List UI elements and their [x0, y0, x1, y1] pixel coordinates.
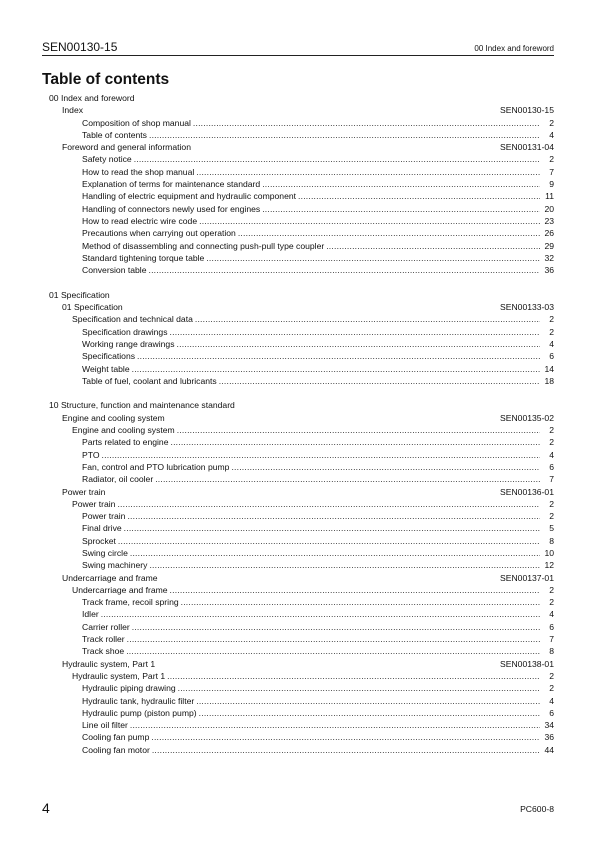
- dot-leader: [199, 707, 540, 719]
- toc-entry-title: Table of contents: [82, 129, 147, 140]
- toc-entry-title: Track shoe: [82, 646, 125, 657]
- toc-entry: [42, 166, 554, 178]
- toc-page-number: 36: [544, 732, 554, 743]
- page-footer: [42, 800, 554, 816]
- dot-leader: [177, 424, 540, 436]
- toc-entry-title: How to read the shop manual: [82, 166, 195, 177]
- dot-leader: [195, 313, 540, 325]
- toc-entry: [42, 633, 554, 645]
- toc-page-number: 2: [549, 117, 554, 128]
- dot-leader: [155, 473, 540, 485]
- toc-entry-title: Parts related to engine: [82, 437, 169, 448]
- dot-leader: [199, 215, 540, 227]
- dot-leader: [231, 461, 540, 473]
- toc-entry: [42, 510, 554, 522]
- toc-entry: [42, 117, 554, 129]
- toc-page-number: 2: [549, 314, 554, 325]
- toc-entry-title: Hydraulic piping drawing: [82, 683, 176, 694]
- toc-entry-title: Explanation of terms for maintenance standard: [82, 179, 261, 190]
- toc-entry: [42, 461, 554, 473]
- dot-leader: [102, 449, 540, 461]
- toc-entry: [42, 363, 554, 375]
- dot-leader: [130, 547, 540, 559]
- toc-document-code: SEN00138-01: [500, 658, 554, 669]
- dot-leader: [124, 522, 540, 534]
- toc-entry: [42, 129, 554, 141]
- toc-entry-title: Hydraulic tank, hydraulic filter: [82, 695, 195, 706]
- toc-page-number: 7: [549, 634, 554, 645]
- toc-entry: [42, 190, 554, 202]
- toc-chapter-entry: [42, 412, 554, 424]
- toc-page-number: 2: [549, 511, 554, 522]
- toc-page-number: 2: [549, 597, 554, 608]
- toc-entry-title: Safety notice: [82, 154, 132, 165]
- page-number: 4: [42, 800, 50, 816]
- dot-leader: [167, 670, 540, 682]
- toc-entry-title: Precautions when carrying out operation: [82, 228, 236, 239]
- toc-entry-title: Method of disassembling and connecting push-pull type coupler: [82, 240, 325, 251]
- toc-entry: [42, 695, 554, 707]
- toc-page-number: 34: [544, 720, 554, 731]
- toc-page-number: 7: [549, 474, 554, 485]
- toc-entry-title: Undercarriage and frame: [72, 584, 168, 595]
- toc-entry: [42, 584, 554, 596]
- toc-entry-title: Specifications: [82, 351, 136, 362]
- toc-entry: [42, 338, 554, 350]
- dot-leader: [130, 719, 540, 731]
- toc-entry-title: Track roller: [82, 634, 125, 645]
- toc-entry-title: Conversion table: [82, 265, 147, 276]
- toc-entry: [42, 178, 554, 190]
- toc-page-number: 4: [549, 695, 554, 706]
- toc-entry-title: Carrier roller: [82, 621, 130, 632]
- toc-page-number: 6: [549, 707, 554, 718]
- toc-document-code: SEN00131-04: [500, 142, 554, 153]
- dot-leader: [132, 363, 540, 375]
- dot-leader: [170, 584, 540, 596]
- toc-entry-title: Cooling fan pump: [82, 732, 150, 743]
- toc-chapter-entry: [42, 572, 554, 584]
- toc-entry-title: 01 Specification: [49, 289, 110, 300]
- toc-entry-title: Working range drawings: [82, 338, 175, 349]
- toc-page-number: 6: [549, 461, 554, 472]
- toc-entry-title: Swing circle: [82, 547, 128, 558]
- toc-page-number: 36: [544, 265, 554, 276]
- toc-entry: [42, 731, 554, 743]
- toc-entry-title: 00 Index and foreword: [49, 93, 135, 103]
- toc-entry-title: Specification drawings: [82, 326, 168, 337]
- toc-entry: [42, 535, 554, 547]
- toc-entry: [42, 375, 554, 387]
- toc-chapter-entry: [42, 658, 554, 670]
- toc-entry: [42, 645, 554, 657]
- dot-leader: [152, 744, 540, 756]
- dot-leader: [206, 252, 540, 264]
- toc-page-number: 2: [549, 670, 554, 681]
- toc-entry: [42, 596, 554, 608]
- toc-entry-title: Hydraulic system, Part 1: [72, 670, 166, 681]
- toc-entry-title: Line oil filter: [82, 720, 128, 731]
- toc-chapter-entry: [42, 141, 554, 153]
- toc-page-number: 2: [549, 154, 554, 165]
- toc-entry: [42, 707, 554, 719]
- toc-entry: [42, 682, 554, 694]
- toc-page-number: 4: [549, 609, 554, 620]
- toc-entry-title: Sprocket: [82, 535, 116, 546]
- toc-entry-title: Foreword and general information: [62, 142, 191, 153]
- toc-page-number: 4: [549, 449, 554, 460]
- dot-leader: [151, 731, 540, 743]
- dot-leader: [149, 264, 541, 276]
- toc-entry-title: 01 Specification: [62, 302, 123, 313]
- toc-entry-title: Idler: [82, 609, 99, 620]
- toc-entry: [42, 473, 554, 485]
- toc-entry-title: Index: [62, 105, 84, 116]
- toc-entry-title: How to read electric wire code: [82, 215, 198, 226]
- toc-page-number: 6: [549, 351, 554, 362]
- toc-entry: [42, 326, 554, 338]
- toc-document-code: SEN00135-02: [500, 412, 554, 423]
- toc-page-number: 2: [549, 326, 554, 337]
- toc-page-number: 9: [549, 179, 554, 190]
- toc-entry: [42, 719, 554, 731]
- dot-leader: [178, 682, 540, 694]
- table-of-contents: [42, 92, 554, 756]
- toc-document-code: SEN00133-03: [500, 302, 554, 313]
- toc-entry-title: Weight table: [82, 363, 130, 374]
- header-divider: [42, 55, 554, 56]
- toc-entry-title: Power train: [62, 486, 106, 497]
- toc-entry: [42, 153, 554, 165]
- toc-entry-title: Handling of electric equipment and hydraulic component: [82, 191, 297, 202]
- toc-entry-title: Composition of shop manual: [82, 117, 191, 128]
- toc-entry-title: Final drive: [82, 523, 122, 534]
- toc-page-number: 29: [544, 240, 554, 251]
- toc-entry: [42, 547, 554, 559]
- dot-leader: [127, 510, 540, 522]
- dot-leader: [118, 535, 540, 547]
- dot-leader: [193, 117, 540, 129]
- toc-entry: [42, 670, 554, 682]
- toc-entry-title: Specification and technical data: [72, 314, 193, 325]
- toc-page-number: 8: [549, 535, 554, 546]
- toc-page-number: 4: [549, 338, 554, 349]
- toc-entry: [42, 252, 554, 264]
- document-code: SEN00130-15: [42, 40, 118, 54]
- dot-leader: [132, 621, 540, 633]
- toc-page-number: 20: [544, 203, 554, 214]
- toc-entry: [42, 215, 554, 227]
- toc-chapter-entry: [42, 486, 554, 498]
- toc-entry: [42, 744, 554, 756]
- toc-entry: [42, 264, 554, 276]
- toc-entry-title: Engine and cooling system: [72, 425, 175, 436]
- toc-page-number: 4: [549, 129, 554, 140]
- toc-page-number: 11: [545, 191, 554, 202]
- dot-leader: [196, 695, 540, 707]
- toc-entry-title: Track frame, recoil spring: [82, 597, 179, 608]
- toc-entry-title: Hydraulic system, Part 1: [62, 658, 156, 669]
- dot-leader: [137, 350, 540, 362]
- toc-page-number: 18: [544, 375, 554, 386]
- toc-entry-title: Undercarriage and frame: [62, 572, 158, 583]
- dot-leader: [219, 375, 540, 387]
- toc-page-number: 23: [544, 215, 554, 226]
- toc-entry-title: Swing machinery: [82, 560, 148, 571]
- toc-entry: [42, 449, 554, 461]
- dot-leader: [126, 645, 540, 657]
- toc-page-number: 32: [544, 252, 554, 263]
- toc-chapter-entry: [42, 104, 554, 116]
- dot-leader: [181, 596, 540, 608]
- toc-entry: [42, 608, 554, 620]
- toc-entry-title: Cooling fan motor: [82, 744, 150, 755]
- toc-chapter-entry: [42, 301, 554, 313]
- toc-page-number: 2: [549, 498, 554, 509]
- dot-leader: [196, 166, 540, 178]
- dot-leader: [170, 326, 540, 338]
- toc-page-number: 6: [549, 621, 554, 632]
- toc-entry-title: 10 Structure, function and maintenance standard: [49, 400, 235, 411]
- dot-leader: [262, 178, 540, 190]
- toc-entry-title: Radiator, oil cooler: [82, 474, 154, 485]
- toc-section-heading: [42, 289, 554, 301]
- toc-entry-title: PTO: [82, 449, 100, 460]
- toc-page-number: 2: [549, 584, 554, 595]
- dot-leader: [177, 338, 540, 350]
- dot-leader: [127, 633, 540, 645]
- dot-leader: [262, 203, 540, 215]
- dot-leader: [149, 129, 540, 141]
- machine-model: PC600-8: [520, 804, 554, 814]
- toc-entry-title: Handling of connectors newly used for engines: [82, 203, 261, 214]
- toc-page-number: 2: [549, 437, 554, 448]
- toc-entry-title: Standard tightening torque table: [82, 252, 205, 263]
- toc-entry: [42, 203, 554, 215]
- dot-leader: [326, 240, 540, 252]
- dot-leader: [298, 190, 540, 202]
- toc-entry: [42, 498, 554, 510]
- toc-section-heading: [42, 399, 554, 411]
- toc-entry-title: Fan, control and PTO lubrication pump: [82, 461, 230, 472]
- toc-entry-title: Power train: [82, 511, 126, 522]
- toc-entry: [42, 522, 554, 534]
- dot-leader: [117, 498, 540, 510]
- dot-leader: [149, 559, 540, 571]
- toc-page-number: 26: [544, 228, 554, 239]
- page-header: [42, 38, 554, 54]
- toc-entry: [42, 227, 554, 239]
- toc-entry-title: Table of fuel, coolant and lubricants: [82, 375, 217, 386]
- toc-section-heading: [42, 92, 554, 104]
- toc-entry: [42, 350, 554, 362]
- toc-entry: [42, 436, 554, 448]
- toc-entry-title: Power train: [72, 498, 116, 509]
- toc-entry: [42, 559, 554, 571]
- chapter-title: 00 Index and foreword: [474, 44, 554, 53]
- toc-entry: [42, 424, 554, 436]
- toc-page-number: 12: [544, 560, 554, 571]
- toc-entry-title: Hydraulic pump (piston pump): [82, 707, 197, 718]
- toc-entry: [42, 313, 554, 325]
- toc-document-code: SEN00130-15: [500, 105, 554, 116]
- toc-page-number: 8: [549, 646, 554, 657]
- toc-entry: [42, 240, 554, 252]
- toc-page-number: 14: [544, 363, 554, 374]
- toc-page-number: 44: [544, 744, 554, 755]
- toc-page-number: 5: [549, 523, 554, 534]
- toc-page-number: 2: [549, 683, 554, 694]
- toc-document-code: SEN00136-01: [500, 486, 554, 497]
- toc-document-code: SEN00137-01: [500, 572, 554, 583]
- toc-page-number: 7: [549, 166, 554, 177]
- toc-page-number: 10: [544, 547, 554, 558]
- dot-leader: [134, 153, 540, 165]
- toc-entry: [42, 621, 554, 633]
- dot-leader: [101, 608, 540, 620]
- dot-leader: [170, 436, 540, 448]
- toc-page-number: 2: [549, 425, 554, 436]
- dot-leader: [238, 227, 540, 239]
- page-title: Table of contents: [42, 71, 170, 88]
- toc-entry-title: Engine and cooling system: [62, 412, 165, 423]
